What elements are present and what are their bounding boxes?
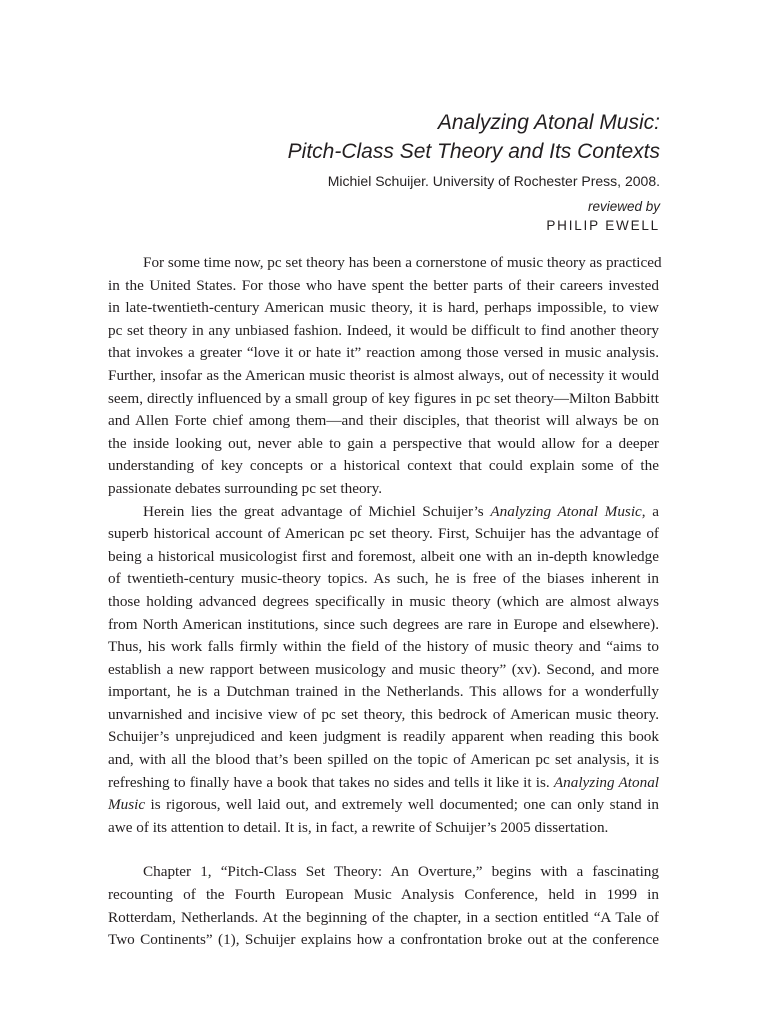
- text-line: [108, 772, 659, 795]
- text-line: [108, 794, 659, 817]
- paragraph-gap: [108, 839, 659, 861]
- text-run: refreshing to finally have a book that takes no sides and tells it like it is.: [108, 773, 554, 791]
- text-line: understanding of key concepts or a historical context that could explain some of the: [108, 457, 659, 475]
- text-run: , a: [641, 502, 659, 520]
- text-line: Further, insofar as the American music theorist is almost always, out of necessity it would: [108, 366, 659, 384]
- text-line: seem, directly influenced by a small group of key figures in pc set theory—Milton Babbitt: [108, 389, 659, 407]
- text-line: Schuijer’s unprejudiced and keen judgment is readily apparent when reading this book: [108, 728, 659, 746]
- text-line: the inside looking out, never able to gain a perspective that would allow for a deeper: [108, 434, 659, 452]
- text-line: in the United States. For those who have spent the better parts of their careers invested: [108, 276, 659, 294]
- text-line: pc set theory in any unbiased fashion. Indeed, it would be difficult to find another theory: [108, 321, 659, 339]
- text-run: is rigorous, well laid out, and extremely well documented; one can only stand in: [145, 796, 659, 814]
- review-body: [108, 252, 662, 952]
- reviewer-name: PHILIP EWELL: [546, 218, 660, 233]
- text-line: of twentieth-century music-theory topics. As such, he is free of the biases inherent in: [108, 570, 659, 588]
- review-header: [108, 108, 660, 235]
- text-line: establish a new rapport between musicology and music theory” (xv). Second, and more: [108, 660, 659, 678]
- text-line: Thus, his work falls firmly within the field of the history of music theory and “aims to: [108, 638, 659, 656]
- book-title-line-2: Pitch-Class Set Theory and Its Contexts: [287, 140, 660, 163]
- reviewed-by-label: reviewed by: [587, 199, 660, 214]
- paragraph-3: [108, 861, 659, 951]
- book-title-italic: Analyzing Atonal: [553, 773, 660, 791]
- book-citation: Michiel Schuijer. University of Rochester Press, 2008.: [327, 173, 660, 189]
- text-line: and, with all the blood that’s been spilled on the topic of American pc set analysis, it is: [108, 751, 659, 769]
- text-line: and Allen Forte chief among them—and their disciples, that theorist will always be on: [108, 412, 659, 430]
- text-line: that invokes a greater “love it or hate it” reaction among those versed in music analysis.: [108, 344, 659, 362]
- text-line: unvarnished and incisive view of pc set theory, this bedrock of American music theory.: [108, 705, 659, 723]
- text-line: passionate debates surrounding pc set theory.: [108, 479, 383, 497]
- text-line: awe of its attention to detail. It is, in fact, a rewrite of Schuijer’s 2005 dissertation.: [108, 818, 609, 836]
- text-line: Two Continents” (1), Schuijer explains how a confrontation broke out at the conference: [108, 931, 659, 949]
- text-run: Herein lies the great advantage of Michiel Schuijer’s: [143, 502, 491, 520]
- text-line: superb historical account of American pc set theory. First, Schuijer has the advantage of: [108, 525, 659, 543]
- paragraph-2: [108, 501, 659, 840]
- text-line: in late-twentieth-century American music theory, it is hard, perhaps impossible, to view: [108, 299, 659, 317]
- text-line: Chapter 1, “Pitch-Class Set Theory: An Overture,” begins with a fascinating: [143, 863, 659, 881]
- text-line: recounting of the Fourth European Music Analysis Conference, held in 1999 in: [108, 886, 659, 904]
- text-line: For some time now, pc set theory has been a cornerstone of music theory as practiced: [143, 254, 662, 271]
- text-line: from North American institutions, since such degrees are rare in Europe and elsewhere).: [108, 615, 659, 633]
- text-line: Rotterdam, Netherlands. At the beginning of the chapter, in a section entitled “A Tale of: [108, 908, 659, 926]
- paragraph-1: [108, 252, 662, 501]
- text-line: important, he is a Dutchman trained in the Netherlands. This allows for a wonderfully: [108, 683, 659, 701]
- text-line: those holding advanced degrees specifically in music theory (which are almost always: [108, 592, 659, 610]
- book-title-line-1: Analyzing Atonal Music:: [437, 111, 660, 134]
- book-title-italic: Analyzing Atonal Music: [490, 502, 642, 520]
- book-title-italic: Music: [108, 796, 146, 814]
- text-line: being a historical musicologist first and foremost, albeit one with an in-depth knowledge: [108, 547, 659, 565]
- text-line: [108, 501, 659, 524]
